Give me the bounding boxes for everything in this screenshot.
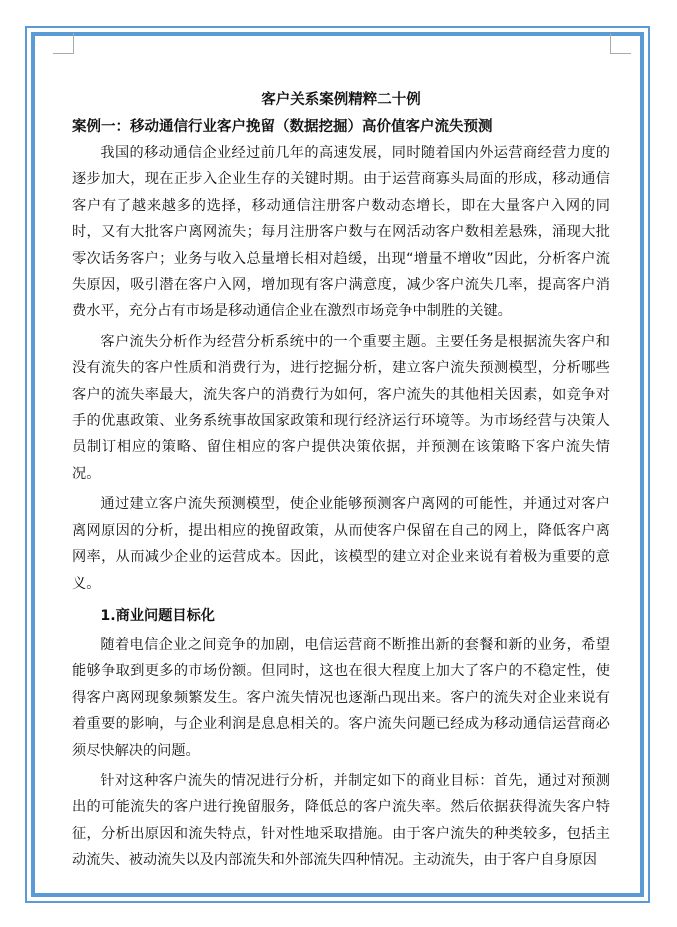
crop-mark-top-right xyxy=(610,33,631,54)
section-heading: 1.商业问题目标化 xyxy=(100,607,215,624)
document-title: 客户关系案例精粹二十例 xyxy=(261,92,421,108)
document-body xyxy=(72,86,610,874)
section-paragraph-2: 针对这种客户流失的情况进行分析，并制定如下的商业目标：首先，通过对预测出的可能流失的客户进行挽留服务，降低总的客户流失率。然后依据获得流失客户特征，分析出原因和流失特点，针对性地采取措施。由于客户流失的种类较多，包括主动流失、被动流失以及内部流失和外部流失四种情况。主动流失，由于客户自身原因 xyxy=(72,772,610,869)
paragraph-1: 我国的移动通信企业经过前几年的高速发展，同时随着国内外运营商经营力度的逐步加大，现在正步入企业生存的关键时期。由于运营商寡头局面的形成，移动通信客户有了越来越多的选择，移动通信注册客户数动态增长，即在大量客户入网的同时，又有大批客户离网流失；每月注册客户数与在网活动客户数相差悬殊，涌现大批零次话务客户；业务与收入总量增长相对趋缓，出现“增量不增收”因此，分析客户流失原因，吸引潜在客户入网，增加现有客户满意度，减少客户流失几率，提高客户消费水平，充分占有市场是移动通信企业在激烈市场竞争中制胜的关键。 xyxy=(72,145,610,320)
section-paragraph-1: 随着电信企业之间竞争的加剧，电信运营商不断推出新的套餐和新的业务，希望能够争取到更多的市场份额。但同时，这也在很大程度上加大了客户的不稳定性，使得客户离网现象频繁发生。客户流失情况也逐渐凸现出来。客户的流失对企业来说有着重要的影响，与企业利润是息息相关的。客户流失问题已经成为移动通信运营商必须尽快解决的问题。 xyxy=(72,636,610,759)
paragraph-2: 客户流失分析作为经营分析系统中的一个重要主题。主要任务是根据流失客户和没有流失的客户性质和消费行为，进行挖掘分析，建立客户流失预测模型，分析哪些客户的流失率最大，流失客户的消费行为如何，客户流失的其他相关因素，如竞争对手的优惠政策、业务系统事故国家政策和现行经济运行环境等。为市场经营与决策人员制订相应的策略、留住相应的客户提供决策依据，并预测在该策略下客户流失情况。 xyxy=(72,333,610,482)
case-title: 案例一：移动通信行业客户挽留（数据挖掘）高价值客户流失预测 xyxy=(72,119,493,135)
paragraph-3: 通过建立客户流失预测模型，使企业能够预测客户离网的可能性，并通过对客户离网原因的分析，提出相应的挽留政策，从而使客户保留在自己的网上，降低客户离网率，从而减少企业的运营成本。因此，该模型的建立对企业来说有着极为重要的意义。 xyxy=(72,496,610,592)
crop-mark-top-left xyxy=(53,33,74,54)
